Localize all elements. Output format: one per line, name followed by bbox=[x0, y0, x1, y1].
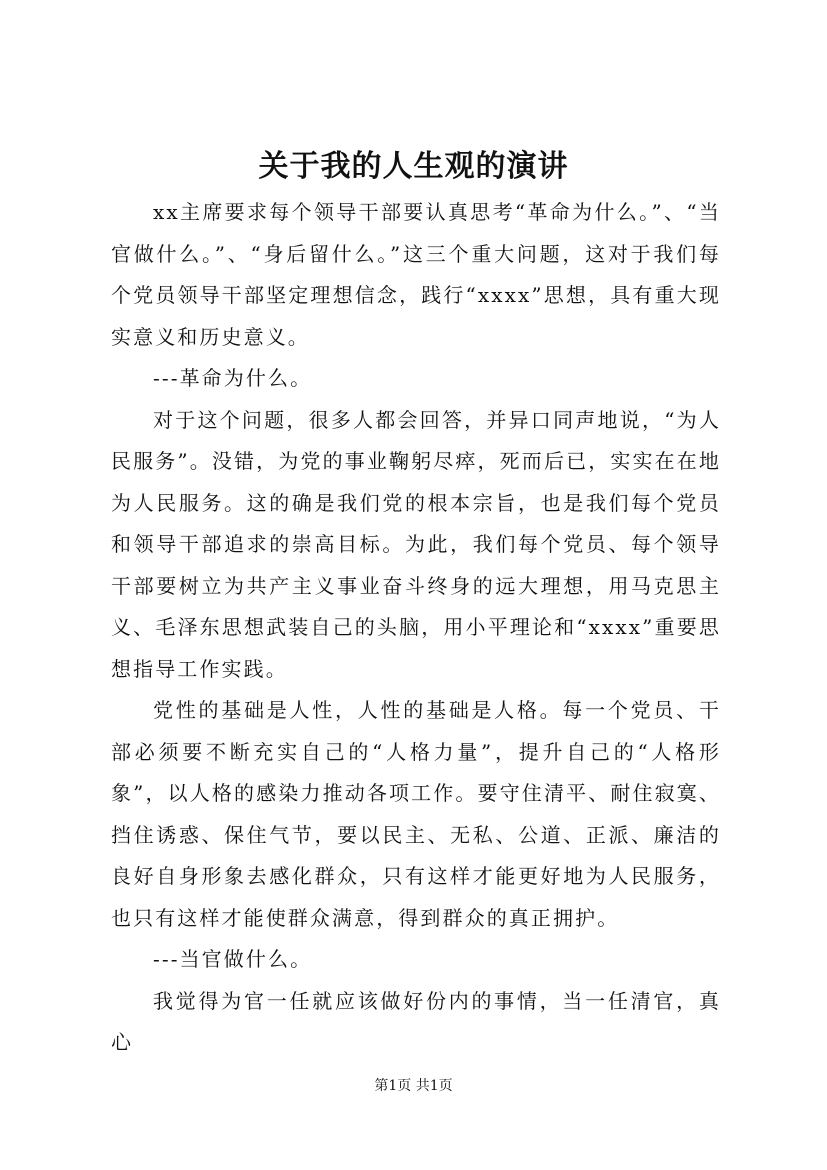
document-title: 关于我的人生观的演讲 bbox=[258, 149, 569, 184]
paragraph: 对于这个问题，很多人都会回答，并异口同声地说，“为人民服务”。没错，为党的事业鞠躬尽瘁，死而后已，实实在在地为人民服务。这的确是我们党的根本宗旨，也是我们每个党员和领导干部追求的崇高目标。为此，我们每个党员、每个领导干部要树立为共产主义事业奋斗终身的远大理想，用马克思主义、毛泽东思想武装自己的头脑，用小平理论和“xxxx”重要思想指导工作实践。 bbox=[111, 407, 721, 681]
paragraph: xx主席要求每个领导干部要认真思考“革命为什么。”、“当官做什么。”、“身后留什么。”这三个重大问题，这对于我们每个党员领导干部坚定理想信念，践行“xxxx”思想，具有重大现实意义和历史意义。 bbox=[111, 200, 721, 349]
document-body bbox=[111, 192, 721, 1064]
paragraph: 我觉得为官一任就应该做好份内的事情，当一任清官，真心 bbox=[111, 988, 721, 1054]
section-heading: ---当官做什么。 bbox=[153, 947, 313, 971]
page-footer: 第1页 共1页 bbox=[374, 1078, 453, 1094]
section-heading: ---革命为什么。 bbox=[153, 366, 313, 390]
paragraph: 党性的基础是人性，人性的基础是人格。每一个党员、干部必须要不断充实自己的“人格力量”，提升自己的“人格形象”，以人格的感染力推动各项工作。要守住清平、耐住寂寞、挡住诱惑、保住气节，要以民主、无私、公道、正派、廉洁的良好自身形象去感化群众，只有这样才能更好地为人民服务，也只有这样才能使群众满意，得到群众的真正拥护。 bbox=[111, 698, 721, 930]
